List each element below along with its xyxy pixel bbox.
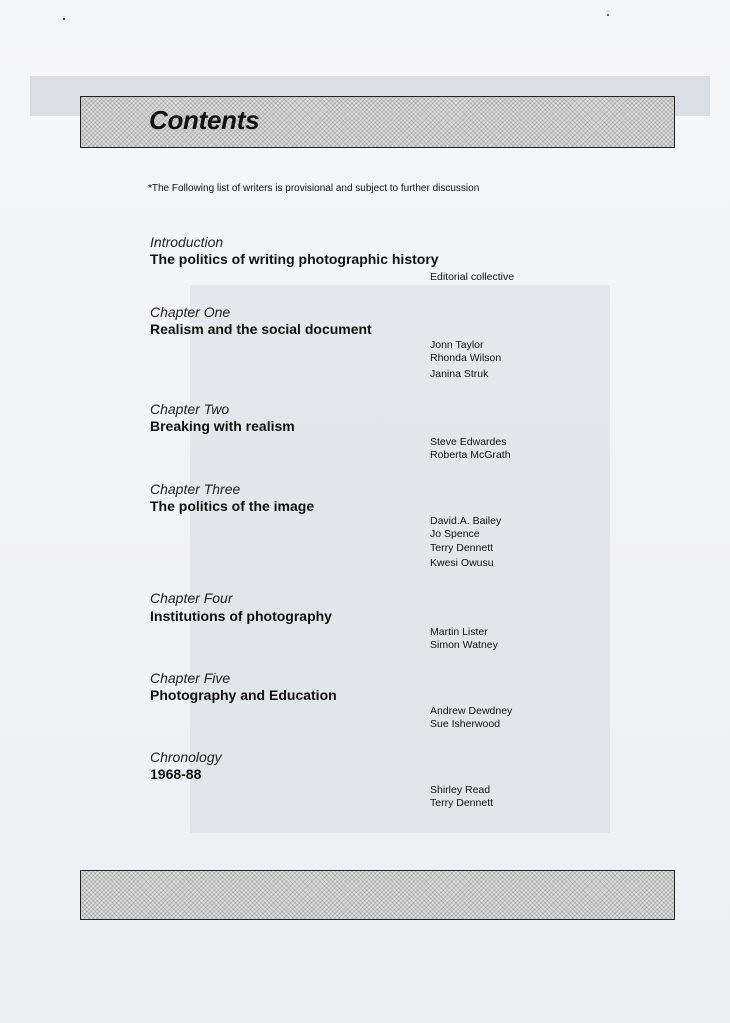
- author-name: Editorial collective: [430, 271, 515, 283]
- author-name: Kwesi Owusu: [430, 557, 494, 569]
- paper-speck: [63, 18, 65, 20]
- author-name: Rhonda Wilson: [430, 352, 502, 364]
- author-name: Steve Edwardes: [430, 436, 507, 448]
- chapter-title: The politics of writing photographic history: [150, 251, 439, 267]
- author-name: David.A. Bailey: [430, 515, 502, 527]
- author-name: Andrew Dewdney: [430, 705, 513, 717]
- author-name: Sue Isherwood: [430, 718, 501, 730]
- chapter-kicker: Chronology: [150, 749, 222, 765]
- author-name: Martin Lister: [430, 626, 488, 638]
- chapter-kicker: Chapter Four: [150, 590, 233, 606]
- chapter-kicker: Introduction: [150, 234, 224, 250]
- chapter-kicker: Chapter Two: [150, 401, 230, 417]
- chapter-kicker: Chapter Five: [150, 670, 231, 686]
- provisional-note: *The Following list of writers is provisional and subject to further discussion: [148, 183, 480, 194]
- author-name: Jo Spence: [430, 528, 480, 540]
- footer-box: [80, 870, 675, 920]
- paper-speck: [607, 14, 609, 16]
- contents-header-box: [80, 96, 675, 148]
- author-name: Terry Dennett: [430, 542, 494, 554]
- chapter-title: Realism and the social document: [150, 321, 372, 337]
- chapter-title: Photography and Education: [150, 687, 337, 703]
- chapter-kicker: Chapter Three: [150, 481, 241, 497]
- chapter-title: 1968-88: [150, 766, 202, 782]
- author-name: Jonn Taylor: [430, 339, 484, 351]
- author-name: Simon Watney: [430, 639, 498, 651]
- author-name: Terry Dennett: [430, 797, 494, 809]
- author-name: Janina Struk: [430, 368, 489, 380]
- page-title: Contents: [149, 105, 260, 135]
- chapter-kicker: Chapter One: [150, 304, 231, 320]
- author-name: Shirley Read: [430, 784, 491, 796]
- chapter-title: The politics of the image: [150, 498, 315, 514]
- chapter-title: Breaking with realism: [150, 418, 295, 434]
- show-through-panel: [190, 285, 610, 833]
- author-name: Roberta McGrath: [430, 449, 511, 461]
- chapter-title: Institutions of photography: [150, 608, 332, 624]
